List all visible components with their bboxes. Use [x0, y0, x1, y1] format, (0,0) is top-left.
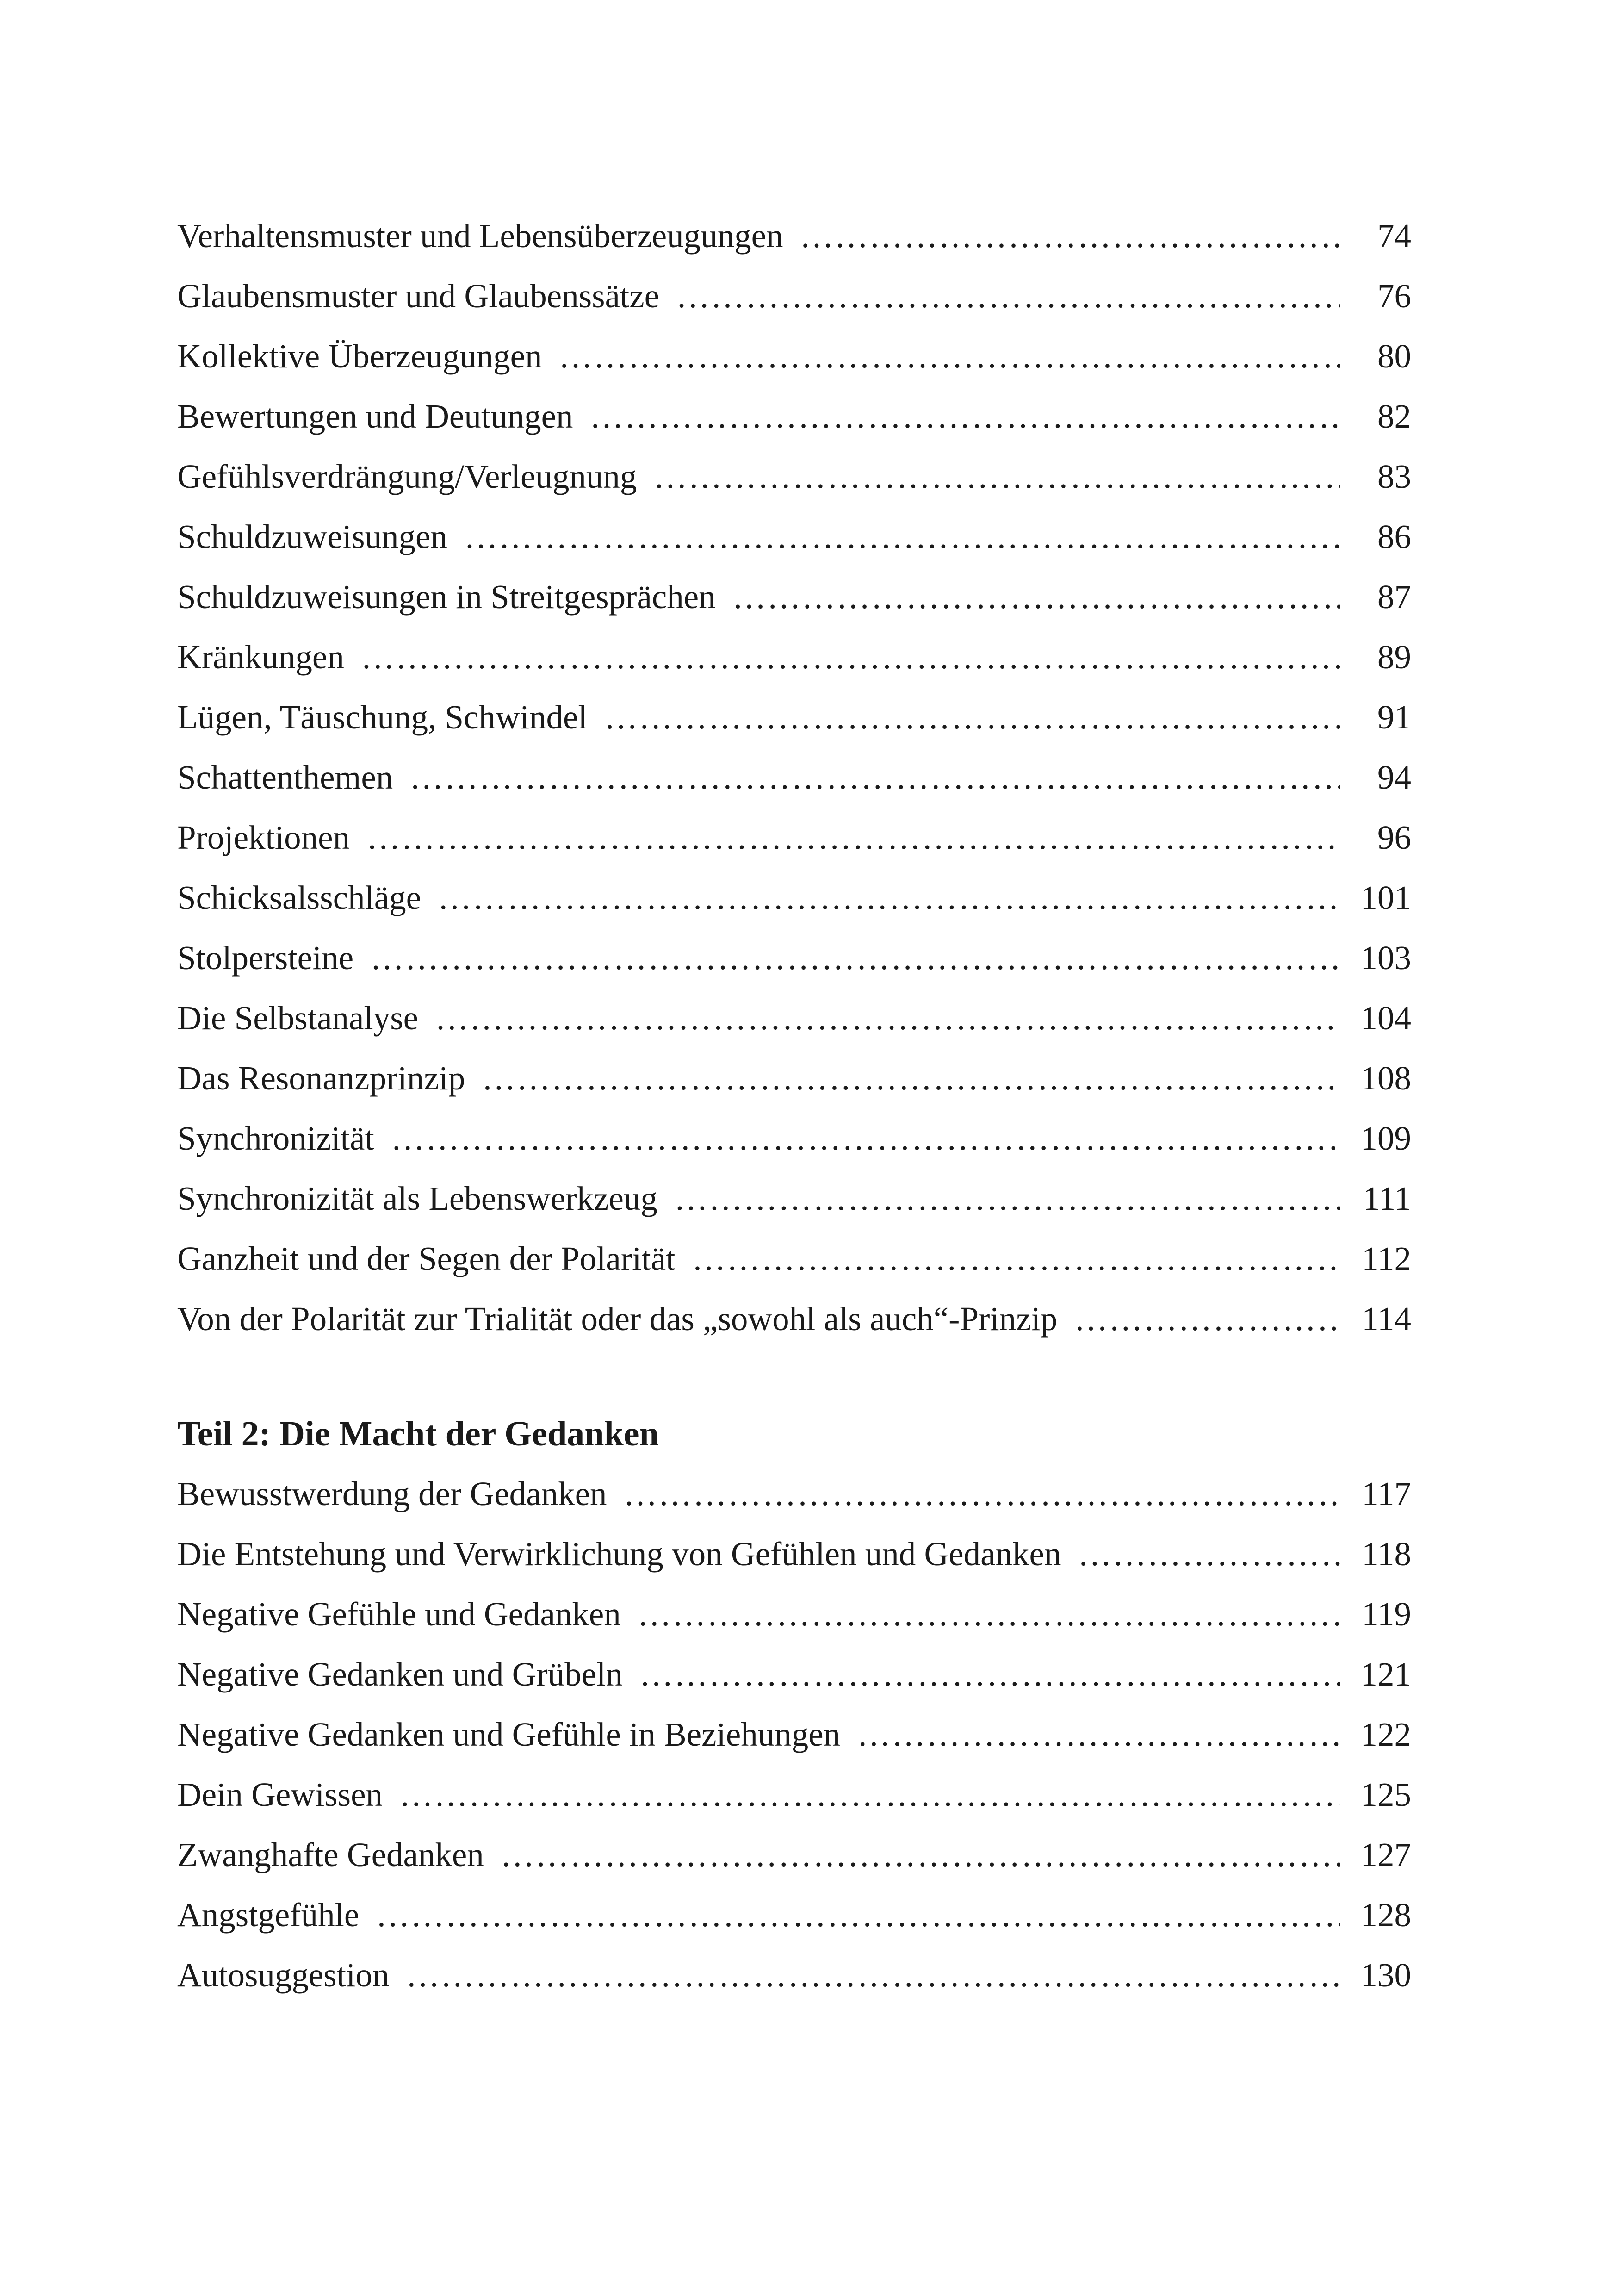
dot-leader — [674, 1169, 1340, 1229]
dot-leader — [676, 266, 1340, 326]
toc-entry-title: Lügen, Täuschung, Schwindel — [177, 698, 588, 736]
toc-entry-title: Gefühlsverdrängung/Verleugnung — [177, 458, 637, 495]
toc-entry — [177, 206, 1411, 266]
toc-entry — [177, 1524, 1411, 1584]
toc-entry — [177, 868, 1411, 928]
part2-heading: Teil 2: Die Macht der Gedanken — [177, 1414, 659, 1453]
dot-leader — [370, 928, 1340, 988]
dot-leader — [604, 687, 1340, 747]
toc-entry — [177, 1705, 1411, 1765]
toc-entry-title: Synchronizität als Lebenswerkzeug — [177, 1180, 657, 1217]
dot-leader — [409, 747, 1340, 808]
dot-leader — [692, 1229, 1340, 1289]
dot-leader — [366, 808, 1340, 868]
section-gap — [177, 1349, 1411, 1404]
dot-leader — [1074, 1289, 1340, 1349]
toc-entry-page-number: 82 — [1377, 398, 1411, 435]
toc-entry-page-number: 130 — [1360, 1956, 1411, 1994]
toc-entry — [177, 326, 1411, 386]
dot-leader — [639, 1644, 1340, 1705]
dot-leader — [361, 627, 1340, 687]
dot-leader — [501, 1825, 1340, 1885]
dot-leader — [399, 1765, 1340, 1825]
toc-entry-page-number: 80 — [1377, 337, 1411, 375]
toc-entry — [177, 687, 1411, 747]
toc-entry-page-number: 101 — [1360, 879, 1411, 916]
toc-entry-page-number: 118 — [1362, 1535, 1411, 1573]
toc-entry-title: Bewusstwerdung der Gedanken — [177, 1475, 607, 1512]
toc-entry — [177, 386, 1411, 447]
toc-entry-title: Schuldzuweisungen — [177, 518, 447, 555]
toc-entry — [177, 1644, 1411, 1705]
toc-entry-title: Ganzheit und der Segen der Polarität — [177, 1240, 676, 1277]
toc-entry-page-number: 117 — [1362, 1475, 1411, 1512]
toc-entry-title: Schuldzuweisungen in Streitgesprächen — [177, 578, 716, 616]
toc-entry — [177, 1825, 1411, 1885]
toc-entry-page-number: 122 — [1360, 1716, 1411, 1753]
toc-entry-title: Von der Polarität zur Trialität oder das „sowohl als auch“-Prinzip — [177, 1300, 1058, 1338]
toc-entry-page-number: 91 — [1377, 698, 1411, 736]
toc-entry-title: Schattenthemen — [177, 759, 393, 796]
toc-entry-page-number: 103 — [1360, 939, 1411, 977]
toc-entry-page-number: 83 — [1377, 458, 1411, 495]
dot-leader — [464, 507, 1340, 567]
toc-entry-page-number: 111 — [1363, 1180, 1411, 1217]
dot-leader — [638, 1584, 1340, 1644]
toc-entry — [177, 1885, 1411, 1945]
toc-entry-title: Verhaltensmuster und Lebensüberzeugungen — [177, 217, 783, 255]
toc-entry-page-number: 96 — [1377, 819, 1411, 856]
toc-entry — [177, 1289, 1411, 1349]
toc-entry — [177, 1584, 1411, 1644]
toc-part1-list — [177, 206, 1411, 1349]
toc-entry — [177, 1945, 1411, 2005]
toc-entry — [177, 266, 1411, 326]
toc-entry-title: Die Selbstanalyse — [177, 999, 419, 1037]
toc-entry-title: Die Entstehung und Verwirklichung von Gefühlen und Gedanken — [177, 1535, 1061, 1573]
toc-entry — [177, 1169, 1411, 1229]
toc-entry-title: Angstgefühle — [177, 1896, 360, 1934]
toc-entry-page-number: 94 — [1377, 759, 1411, 796]
dot-leader — [732, 567, 1340, 627]
dot-leader — [590, 386, 1340, 447]
toc-entry-page-number: 112 — [1362, 1240, 1411, 1277]
toc-entry-page-number: 114 — [1362, 1300, 1411, 1338]
toc-entry-page-number: 127 — [1360, 1836, 1411, 1873]
toc-entry-title: Das Resonanzprinzip — [177, 1059, 465, 1097]
toc-entry-page-number: 86 — [1377, 518, 1411, 555]
toc-entry — [177, 1765, 1411, 1825]
table-of-contents — [177, 206, 1411, 2005]
toc-entry-title: Zwanghafte Gedanken — [177, 1836, 484, 1873]
toc-entry-title: Schicksalsschläge — [177, 879, 422, 916]
toc-entry — [177, 1048, 1411, 1108]
toc-entry — [177, 988, 1411, 1048]
toc-entry — [177, 1229, 1411, 1289]
dot-leader — [800, 206, 1340, 266]
toc-entry-title: Synchronizität — [177, 1120, 374, 1157]
toc-entry — [177, 808, 1411, 868]
toc-entry-page-number: 119 — [1362, 1595, 1411, 1633]
toc-entry — [177, 928, 1411, 988]
toc-entry — [177, 507, 1411, 567]
dot-leader — [653, 447, 1340, 507]
toc-entry-page-number: 121 — [1360, 1655, 1411, 1693]
toc-entry-page-number: 104 — [1360, 999, 1411, 1037]
toc-entry-title: Kollektive Überzeugungen — [177, 337, 542, 375]
toc-entry-title: Kränkungen — [177, 638, 344, 676]
toc-entry-page-number: 87 — [1377, 578, 1411, 616]
toc-entry-title: Projektionen — [177, 819, 350, 856]
toc-entry-title: Stolpersteine — [177, 939, 354, 977]
dot-leader — [376, 1885, 1340, 1945]
toc-entry — [177, 1464, 1411, 1524]
toc-part2-list — [177, 1464, 1411, 2005]
dot-leader — [857, 1705, 1340, 1765]
toc-entry-title: Autosuggestion — [177, 1956, 390, 1994]
dot-leader — [406, 1945, 1340, 2005]
toc-entry-title: Negative Gefühle und Gedanken — [177, 1595, 621, 1633]
dot-leader — [391, 1108, 1340, 1169]
toc-entry-page-number: 76 — [1377, 277, 1411, 315]
toc-entry — [177, 567, 1411, 627]
toc-entry-page-number: 108 — [1360, 1059, 1411, 1097]
dot-leader — [482, 1048, 1340, 1108]
dot-leader — [559, 326, 1340, 386]
dot-leader — [1078, 1524, 1340, 1584]
dot-leader — [623, 1464, 1340, 1524]
toc-entry-page-number: 74 — [1377, 217, 1411, 255]
toc-entry-page-number: 125 — [1360, 1776, 1411, 1813]
toc-entry — [177, 447, 1411, 507]
toc-entry-title: Negative Gedanken und Gefühle in Beziehungen — [177, 1716, 841, 1753]
toc-entry-title: Dein Gewissen — [177, 1776, 383, 1813]
toc-entry — [177, 747, 1411, 808]
dot-leader — [435, 988, 1340, 1048]
dot-leader — [438, 868, 1340, 928]
toc-entry-page-number: 89 — [1377, 638, 1411, 676]
toc-entry-page-number: 128 — [1360, 1896, 1411, 1934]
toc-entry-title: Negative Gedanken und Grübeln — [177, 1655, 623, 1693]
toc-entry — [177, 627, 1411, 687]
toc-entry-title: Glaubensmuster und Glaubenssätze — [177, 277, 659, 315]
toc-entry — [177, 1108, 1411, 1169]
toc-entry-page-number: 109 — [1360, 1120, 1411, 1157]
toc-entry-title: Bewertungen und Deutungen — [177, 398, 573, 435]
